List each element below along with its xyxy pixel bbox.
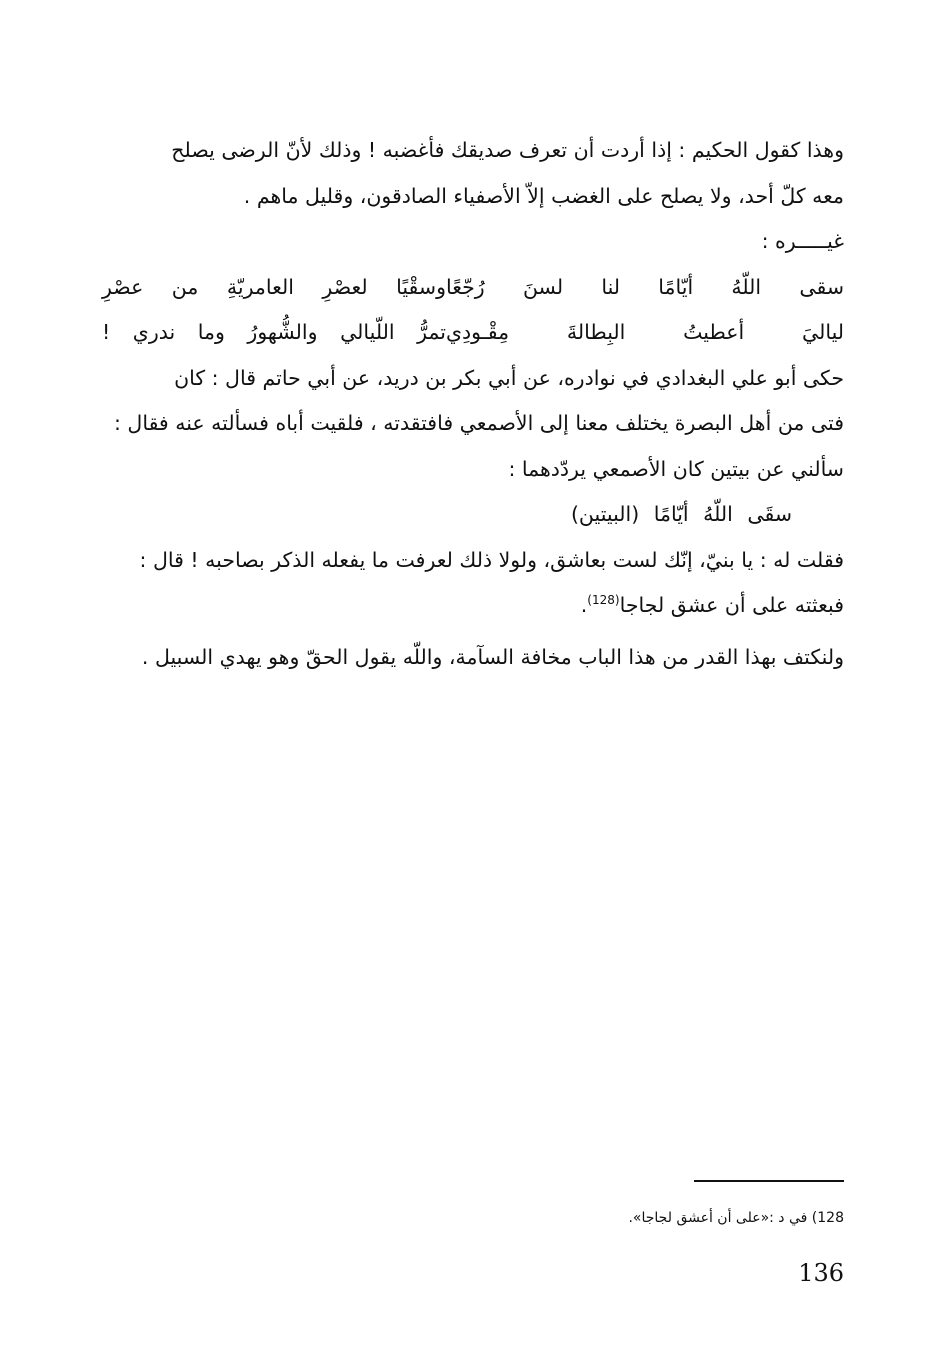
verse-second-hemistich: تمرُّ اللّيالي والشُّهورُ وما ندري ! xyxy=(102,320,446,344)
paragraph-line: ولنكتف بهذا القدر من هذا الباب مخافة السآمة، واللّه يقول الحقّ وهو يهدي السبيل . xyxy=(141,644,844,669)
paragraph-line xyxy=(102,583,844,629)
verse-line xyxy=(102,265,844,311)
paragraph-period: . xyxy=(580,593,588,617)
footnote-reference[interactable]: (128) xyxy=(587,593,620,608)
paragraph-line: فقلت له : يا بنيّ، إنّك لست بعاشق، ولولا ذلك لعرفت ما يفعله الذكر بصاحبه ! قال : xyxy=(139,547,844,572)
quoted-verse: سقَى اللّهُ أيّامًا (البيتين) xyxy=(570,502,792,526)
verse-first-hemistich: لياليَ أعطيتُ البِطالةَ مِقْـودِي xyxy=(446,320,844,344)
footnote: 128) في د :«على أن أعشق لجاجا». xyxy=(628,1210,844,1226)
paragraph-text: فبعثته على أن عشق لجاجا xyxy=(619,593,844,617)
paragraph-line: حكى أبو علي البغدادي في نوادره، عن أبي بكر بن دريد، عن أبي حاتم قال : كان xyxy=(174,365,844,390)
poet-heading: غيـــــره : xyxy=(761,229,844,253)
paragraph-line: معه كلّ أحد، ولا يصلح على الغضب إلاّ الأصفياء الصادقون، وقليل ماهم . xyxy=(243,183,844,208)
paragraph-line: وهذا كقول الحكيم : إذا أردت أن تعرف صديقك فأغضبه ! وذلك لأنّ الرضى يصلح xyxy=(171,138,844,162)
footnote-separator xyxy=(694,1180,844,1182)
verse-line xyxy=(102,310,844,356)
paragraph-line: سألني عن بيتين كان الأصمعي يردّدهما : xyxy=(508,456,844,481)
main-text xyxy=(102,128,844,680)
paragraph-line: فتى من أهل البصرة يختلف معنا إلى الأصمعي فافتقدته ، فلقيت أباه فسألته عنه فقال : xyxy=(114,411,844,435)
verse-first-hemistich: سقى اللّهُ أيّامًا لنا لسنَ رُجّعًا xyxy=(446,274,844,299)
verse-second-hemistich: وسقْيًا لعصْرِ العامريّةِ من عصْرِ xyxy=(102,274,446,299)
page-number: 136 xyxy=(798,1259,844,1287)
